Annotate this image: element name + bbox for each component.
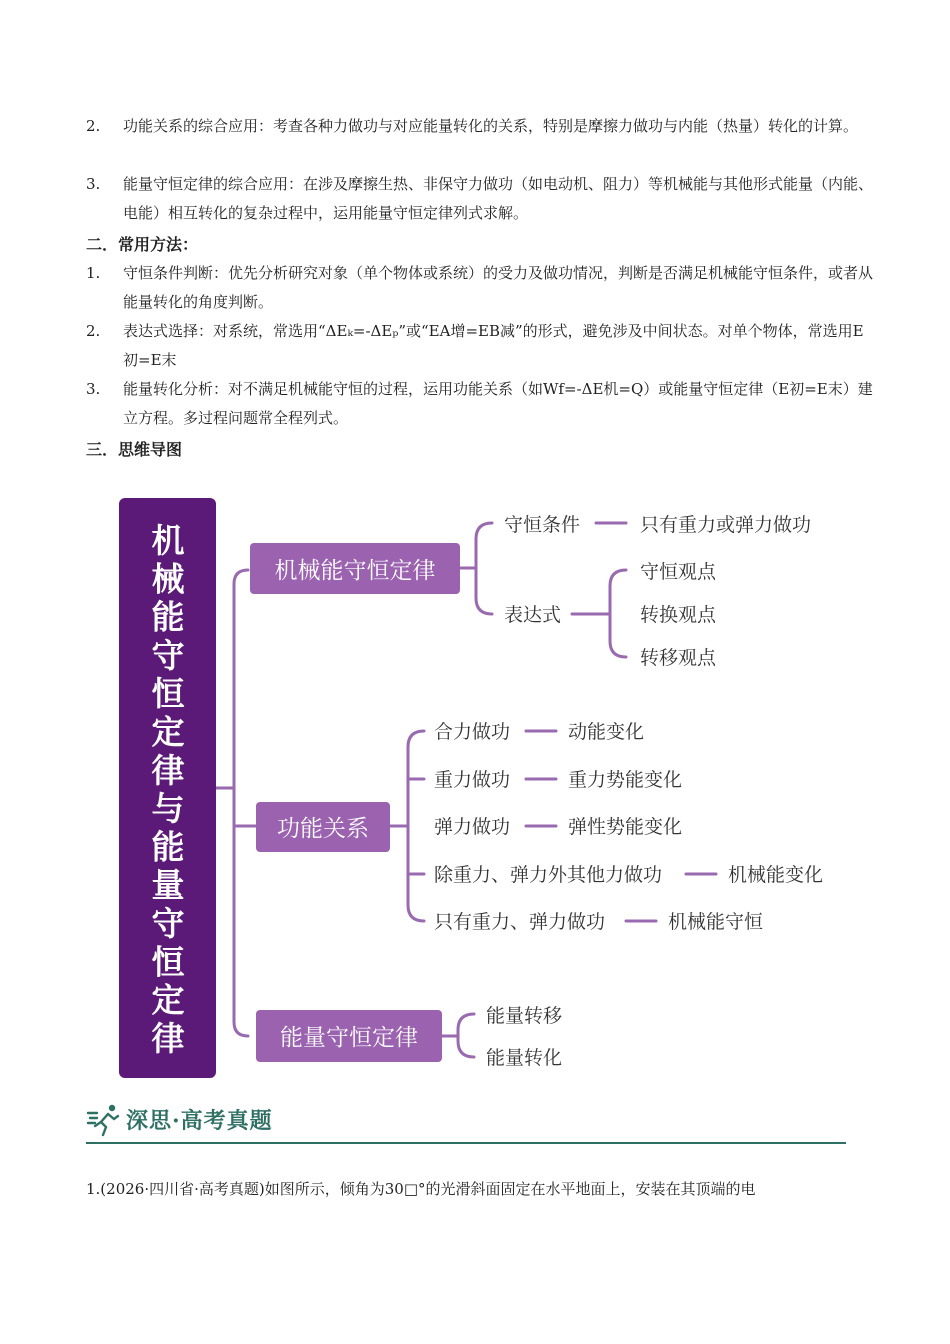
runner-icon	[86, 1102, 122, 1138]
expr-label: 表达式	[504, 604, 562, 626]
question-1: 1.(2026·四川省·高考真题)如图所示，倾角为30□°的光滑斜面固定在水平地面上，安装在其顶端的电	[86, 1180, 756, 1198]
connector	[610, 570, 626, 657]
connector	[458, 1014, 474, 1057]
cond-label: 守恒条件	[504, 514, 581, 536]
energy-item: 能量转化	[486, 1047, 563, 1069]
item-text: 守恒条件判断：优先分析研究对象（单个物体或系统）的受力及做功情况，判断是否满足机械能守恒条件，或者从能量转化的角度判断。	[123, 264, 874, 311]
section-divider	[86, 1142, 846, 1144]
relation-source: 只有重力、弹力做功	[434, 911, 606, 933]
relation-target: 动能变化	[568, 721, 645, 743]
mind-map	[0, 490, 950, 1090]
connector	[408, 731, 424, 921]
item-number: 3.	[86, 380, 101, 398]
relation-source: 除重力、弹力外其他力做功	[434, 864, 663, 886]
relation-target: 机械能守恒	[668, 911, 764, 933]
heading-methods: 二．常用方法：	[86, 235, 199, 254]
item-number: 1.	[86, 264, 101, 282]
intro-item-3	[86, 170, 876, 228]
method-item-2	[86, 317, 876, 375]
method-item-3	[86, 375, 876, 433]
item-text: 能量转化分析：对不满足机械能守恒的过程，运用功能关系（如Wf=-ΔE机=Q）或能量守恒定律（E初=E末）建立方程。多过程问题常全程列式。	[123, 380, 873, 427]
heading-mindmap: 三．思维导图	[86, 440, 183, 459]
connector	[234, 570, 248, 1036]
item-number: 3.	[86, 175, 101, 193]
relation-target: 重力势能变化	[568, 769, 683, 791]
root-title: 机械能守恒定律与能量守恒定律	[151, 521, 185, 1058]
relation-target: 弹性势能变化	[568, 816, 683, 838]
expr-item: 转换观点	[640, 604, 717, 626]
cond-value: 只有重力或弹力做功	[640, 514, 812, 536]
section-title: 深思·高考真题	[126, 1108, 273, 1134]
energy-item: 能量转移	[486, 1005, 563, 1027]
branch1-label: 机械能守恒定律	[274, 558, 436, 584]
expr-item: 转移观点	[640, 647, 717, 669]
item-number: 2.	[86, 117, 101, 135]
relation-source: 弹力做功	[434, 816, 511, 838]
branch3-label: 能量守恒定律	[280, 1025, 418, 1051]
intro-item-2	[86, 112, 876, 141]
branch2-label: 功能关系	[277, 816, 369, 842]
relation-target: 机械能变化	[728, 864, 824, 886]
relation-source: 重力做功	[434, 769, 511, 791]
section-banner	[86, 1098, 846, 1148]
item-number: 2.	[86, 322, 101, 340]
item-text: 表达式选择：对系统，常选用“ΔEₖ=-ΔEₚ”或“EA增=EB减”的形式，避免涉及中间状态。对单个物体，常选用E初=E末	[123, 322, 864, 369]
connector	[476, 523, 492, 614]
expr-item: 守恒观点	[640, 561, 717, 583]
item-text: 功能关系的综合应用：考查各种力做功与对应能量转化的关系，特别是摩擦力做功与内能（热量）转化的计算。	[123, 117, 859, 135]
method-item-1	[86, 259, 876, 317]
item-text: 能量守恒定律的综合应用：在涉及摩擦生热、非保守力做功（如电动机、阻力）等机械能与其他形式能量（内能、电能）相互转化的复杂过程中，运用能量守恒定律列式求解。	[123, 175, 874, 222]
relation-source: 合力做功	[434, 721, 511, 743]
